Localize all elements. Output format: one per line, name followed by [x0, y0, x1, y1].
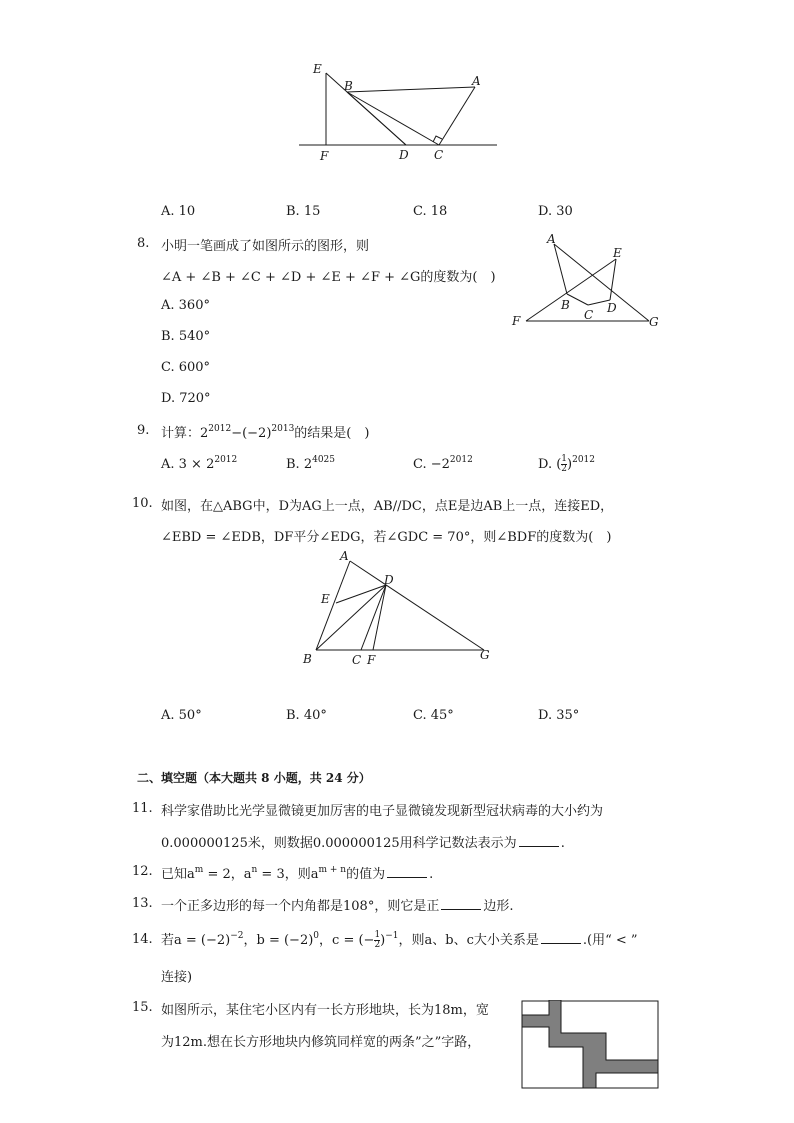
- fig1-label-e: E: [313, 62, 322, 76]
- q9-option-d[interactable]: [538, 455, 595, 474]
- section2-title: 二、填空题（本大题共 8 小题，共 24 分）: [137, 771, 371, 785]
- q9-option-c-exp: 2012: [449, 455, 473, 465]
- q11-line2-end: .: [560, 836, 565, 851]
- q8-text-line1: 小明一笔画成了如图所示的图形，则: [161, 239, 370, 254]
- figure-q7: [295, 58, 500, 168]
- figure-q10: [298, 548, 498, 670]
- q8-option-a[interactable]: A. 360°: [161, 298, 210, 313]
- q12-part-c: = 3，则a: [257, 867, 319, 882]
- q13-part-a: 一个正多边形的每一个内角都是108°，则它是正: [161, 899, 440, 914]
- q9-option-a-base: A. 3 × 2: [161, 457, 215, 472]
- q10-line2: ∠EBD = ∠EDB，DF平分∠EDG，若∠GDC = 70°，则∠BDF的度数为( ): [161, 530, 612, 545]
- q10-number: 10.: [132, 496, 153, 511]
- q14-part-e: ，则a、b、c大小关系是: [398, 933, 539, 948]
- q14-line2: 连接): [161, 970, 193, 985]
- fig1-label-c: C: [434, 148, 444, 162]
- q9-option-d-exp: 2012: [572, 455, 596, 465]
- q11-line2: [161, 832, 565, 851]
- q8-option-c[interactable]: C. 600°: [161, 360, 211, 375]
- q14-part-b: ，b = (−2): [243, 933, 314, 948]
- fig2-label-b: B: [561, 298, 570, 312]
- q14-part-d: ): [380, 933, 386, 948]
- q8-option-d[interactable]: D. 720°: [161, 391, 211, 406]
- q14-text: [161, 929, 638, 950]
- fig1-label-b: B: [344, 79, 353, 93]
- q14-exp2: 0: [313, 931, 320, 941]
- fig3-label-b: B: [303, 652, 312, 666]
- q7-option-d[interactable]: D. 30: [538, 204, 573, 219]
- q9-option-a[interactable]: [161, 457, 237, 472]
- q10-option-c[interactable]: C. 45°: [413, 708, 454, 723]
- q11-answer-blank[interactable]: [519, 836, 559, 847]
- q14-part-a: 若a = (−2): [161, 933, 231, 948]
- fig2-label-e: E: [613, 246, 622, 260]
- fig1-label-d: D: [399, 148, 409, 162]
- figure-q15: [521, 1000, 659, 1090]
- q15-line1: 如图所示，某住宅小区内有一长方形地块，长为18m，宽: [161, 1003, 489, 1018]
- fig3-label-a: A: [340, 549, 349, 563]
- q7-option-b[interactable]: B. 15: [286, 204, 321, 219]
- q14-exp1: −2: [230, 931, 244, 941]
- q9-number: 9.: [137, 423, 150, 438]
- q12-exp-n: n: [251, 865, 258, 875]
- q9-option-d-prefix: D. (: [538, 457, 562, 472]
- q12-exp-m: m: [194, 865, 204, 875]
- q9-option-b-base: B. 2: [286, 457, 313, 472]
- q13-part-b: 边形.: [483, 899, 514, 914]
- q13-number: 13.: [132, 896, 153, 911]
- q9-suffix: 的结果是( ): [294, 426, 370, 441]
- q10-option-a[interactable]: A. 50°: [161, 708, 202, 723]
- q9-mid: −(−2): [231, 426, 272, 441]
- fig1-label-f: F: [320, 149, 329, 163]
- q14-answer-blank[interactable]: [541, 933, 581, 944]
- q12-answer-blank[interactable]: [387, 867, 427, 878]
- q11-line1: 科学家借助比光学显微镜更加厉害的电子显微镜发现新型冠状病毒的大小约为: [161, 804, 604, 819]
- q10-line1: 如图，在△ABG中，D为AG上一点，AB//DC，点E是边AB上一点，连接ED，: [161, 499, 614, 514]
- q10-option-b[interactable]: B. 40°: [286, 708, 327, 723]
- q15-number: 15.: [132, 1000, 153, 1015]
- q9-option-d-num: 1: [561, 454, 568, 464]
- fig2-label-g: G: [649, 315, 659, 329]
- q12-number: 12.: [132, 864, 153, 879]
- q9-question: [161, 422, 369, 441]
- q9-option-a-exp: 2012: [214, 455, 238, 465]
- q9-exp2: 2013: [271, 424, 295, 434]
- q9-prefix: 计算：2: [161, 426, 209, 441]
- q14-number: 14.: [132, 932, 153, 947]
- fig3-label-f: F: [367, 653, 376, 667]
- q14-part-f: .(用“ < ”: [582, 933, 638, 948]
- q12-part-a: 已知a: [161, 867, 195, 882]
- q9-option-d-den: 2: [561, 464, 568, 474]
- fig3-label-d: D: [384, 573, 394, 587]
- q14-part-c: ，c = (−: [319, 933, 375, 948]
- fig2-label-f: F: [512, 314, 521, 328]
- q12-part-d: 的值为: [346, 867, 386, 882]
- q13-answer-blank[interactable]: [441, 899, 481, 910]
- fig3-label-g: G: [480, 648, 490, 662]
- q8-number: 8.: [137, 236, 150, 251]
- q9-option-b[interactable]: [286, 457, 335, 472]
- q12-end: .: [429, 867, 434, 882]
- q15-line2: 为12m.想在长方形地块内修筑同样宽的两条”之”字路，: [161, 1035, 481, 1050]
- q9-option-c-base: C. −2: [413, 457, 450, 472]
- fig1-label-a: A: [472, 74, 481, 88]
- q9-option-b-exp: 4025: [312, 455, 335, 465]
- q12-text: [161, 863, 433, 882]
- q10-option-d[interactable]: D. 35°: [538, 708, 580, 723]
- q8-option-b[interactable]: B. 540°: [161, 329, 211, 344]
- q9-option-d-suffix: ): [567, 457, 573, 472]
- q14-den: 2: [374, 940, 381, 950]
- q12-part-b: = 2，a: [203, 867, 252, 882]
- fig2-label-c: C: [584, 308, 594, 322]
- q11-number: 11.: [132, 801, 153, 816]
- q11-line2-text: 0.000000125米，则数据0.000000125用科学记数法表示为: [161, 836, 517, 851]
- fig3-label-e: E: [321, 592, 330, 606]
- q7-option-c[interactable]: C. 18: [413, 204, 448, 219]
- fig2-label-d: D: [607, 301, 617, 315]
- fig2-label-a: A: [547, 232, 556, 246]
- q9-option-c[interactable]: [413, 457, 473, 472]
- fig3-label-c: C: [352, 653, 362, 667]
- q9-exp1: 2012: [208, 424, 232, 434]
- q13-text: [161, 895, 513, 914]
- q14-exp3: −1: [385, 931, 399, 941]
- q7-option-a[interactable]: A. 10: [161, 204, 196, 219]
- figure-q8: [510, 230, 665, 330]
- q8-text-line2: ∠A + ∠B + ∠C + ∠D + ∠E + ∠F + ∠G的度数为( ): [161, 270, 496, 285]
- q12-exp-mn: m + n: [318, 865, 347, 875]
- q14-num: 1: [374, 930, 381, 940]
